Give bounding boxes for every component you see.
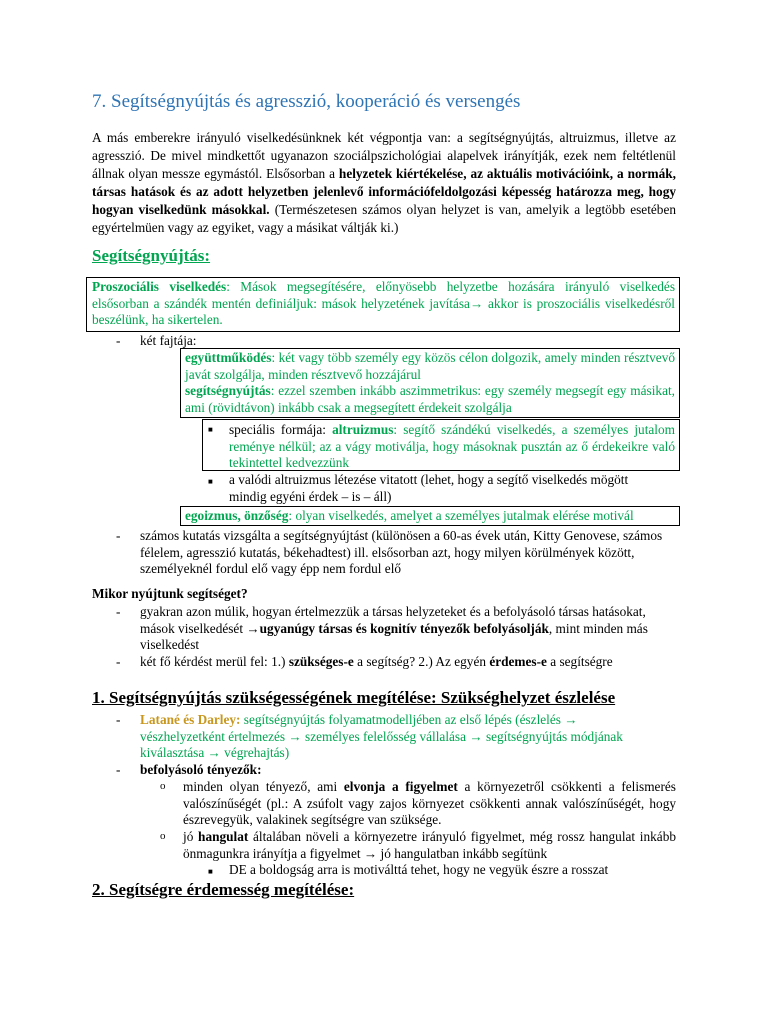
mikor-2e: a segítségre [546, 654, 613, 669]
section-heading: Segítségnyújtás: [92, 246, 211, 265]
fig2-b: hangulat [198, 829, 249, 844]
egyuttmukodes-def [185, 350, 675, 383]
bullet-dash: - [116, 712, 121, 727]
intro-paragraph [92, 129, 676, 237]
tipusok-box [180, 348, 680, 418]
fig1-c: a környezetről csökkenti a felismerés valószínűségét (pl.: A zsúfolt vagy zajos környezet csökkenti annak valószínűségét, hogy észrevegyük, valakinek segítségre van szüksége. [183, 779, 676, 827]
heading-2: 2. Segítségre érdemesség megítélése: [92, 880, 355, 899]
altruizmus-box [202, 419, 680, 471]
fig1-a: minden olyan tényező, ami [183, 779, 344, 794]
bullet-dash: - [116, 528, 121, 543]
mikor-1b: →ugyanúgy társas és kognitív tényezők befolyásolják [246, 620, 549, 636]
egoizmus-def: : olyan viselkedés, amelyet a személyes jutalmak elérése motivál [288, 508, 634, 523]
figyelem-item-1 [183, 779, 676, 829]
circle-bullet: o [160, 780, 166, 792]
mikor-2b: szükséges-e [288, 654, 354, 669]
intro-bold: helyzetek kiértékelése, az aktuális motivációink, a normák, társas hatások és az adott helyzetben jelenlevő információfeldolgozási képesség határozza meg, hogy hogyan viselkedünk másokkal. [92, 166, 676, 217]
mikor-2d: érdemes-e [489, 654, 547, 669]
mikor-item-2 [140, 654, 613, 671]
proszocialis-def: : Mások megsegítésére, előnyösebb helyzetbe hozására irányuló viselkedés elsősorban a szándék mentén definiáljuk: mások helyzetének javítása→ akkor is proszociális viselkedésről beszélünk, ha sikertelen. [92, 279, 676, 327]
square-bullet: ■ [208, 867, 213, 876]
mikor-2a: két fő kérdést merül fel: 1.) [140, 654, 289, 669]
egoizmus-term: egoizmus, önzőség [185, 508, 289, 523]
fig2-c: általában növeli a környezetre irányuló figyelmet, még rossz hangulat inkább önmagunkra irányítja a figyelmet → jó hangulatban inkább segítünk [183, 829, 676, 861]
mikor-2c: a segítség? 2.) Az egyén [353, 654, 490, 669]
mikor-1a: gyakran azon múlik, hogyan értelmezzük a társas helyzeteket és a befolyásoló társas hatásokat, mások viselkedését [140, 604, 646, 636]
square-bullet: ■ [208, 477, 213, 486]
mikor-1c: , mint minden más viselkedést [140, 620, 648, 652]
latane-name: Latané és Darley: [140, 712, 241, 727]
befolyasolo-heading [140, 762, 262, 778]
figyelem-item-3: DE a boldogság arra is motiválttá tehet, hogy ne vegyük észre a rosszat [229, 862, 609, 877]
circle-bullet: o [160, 830, 166, 842]
altruizmus-lead: speciális formája: [229, 422, 333, 437]
segitsegnyujtas-term: segítségnyújtás [185, 383, 271, 398]
valodi-altruizmus: a valódi altruizmus létezése vitatott (lehet, hogy a segítő viselkedés mögött mindig egyéni érdek – is – áll) [229, 472, 629, 504]
figyelem-item-2 [183, 829, 676, 862]
intro-text-1: A más emberekre irányuló viselkedésünknek két végpontja van: a segítségnyújtás, altruizmus, illetve az agresszió. De mivel mindkettőt ugyanazon szociálpszichológiai alapelvek irányítják, ezek nem feltétlenül állnak olyan messze egymástól. Elsősorban a [92, 130, 676, 181]
ket-fajtaja: két fajtája: [140, 333, 197, 348]
bullet-dash: - [116, 333, 121, 348]
mikor-heading-text: Mikor nyújtunk segítséget? [92, 586, 248, 601]
heading-1: 1. Segítségnyújtás szükségességének megítélése: Szükséghelyzet észlelése [92, 688, 616, 707]
egyuttmukodes-term: együttműködés [185, 350, 272, 365]
egoizmus-box [180, 506, 680, 526]
altruizmus-term: altruizmus [332, 422, 394, 437]
segitsegnyujtas-text: : ezzel szemben inkább aszimmetrikus: egy személy megsegít egy másikat, ami (rövidtávon) inkább csak a megsegített érdekeit szolgálja [185, 383, 675, 415]
page-title: 7. Segítségnyújtás és agresszió, kooperáció és versengés [92, 91, 521, 112]
latane-text: segítségnyújtás folyamatmodelljében az első lépés (észlelés → vészhelyzetként értelmezés → személyes felelősség vállalása → segítségnyújtás módjának kiválasztása → végrehajtás) [140, 712, 623, 760]
befolyasolo-text: befolyásoló tényezők: [140, 762, 262, 777]
mikor-heading [92, 586, 248, 602]
bullet-dash: - [116, 762, 121, 777]
altruizmus-def: : segítő szándékú viselkedés, a személyes jutalom reménye nélkül; az a vágy motiválja, hogy másoknak pusztán az ő érdekeikre való tekintettel kedvezzünk [229, 422, 675, 470]
kutatasok: számos kutatás vizsgálta a segítségnyújtást (különösen a 60-as évek után, Kitty Genovese, számos félelem, agresszió kutatás, békehadtest) ill. elsősorban azt, hogy milyen körülmények között, személyeknél fordul elő vagy épp nem fordul elő [140, 528, 663, 576]
intro-text-2: (Természetesen számos olyan helyzet is van, amelyik a legtöbb esetében egyértelmüen vagy az egyiket, vagy a másikat váltják ki.) [92, 202, 676, 235]
proszocialis-box [86, 277, 680, 332]
mikor-item-1 [140, 604, 670, 654]
proszocialis-term: Proszociális viselkedés [92, 279, 227, 294]
bullet-dash: - [116, 654, 121, 669]
square-bullet: ■ [208, 425, 213, 434]
egyuttmukodes-text: : két vagy több személy egy közös célon dolgozik, amely minden résztvevő javát szolgálja, minden résztvevő hozzájárul [185, 350, 675, 382]
latane-darley [140, 712, 660, 762]
fig1-b: elvonja a figyelmet [343, 779, 458, 794]
segitsegnyujtas-def [185, 383, 675, 416]
fig2-a: jó [183, 829, 199, 844]
bullet-dash: - [116, 604, 121, 619]
